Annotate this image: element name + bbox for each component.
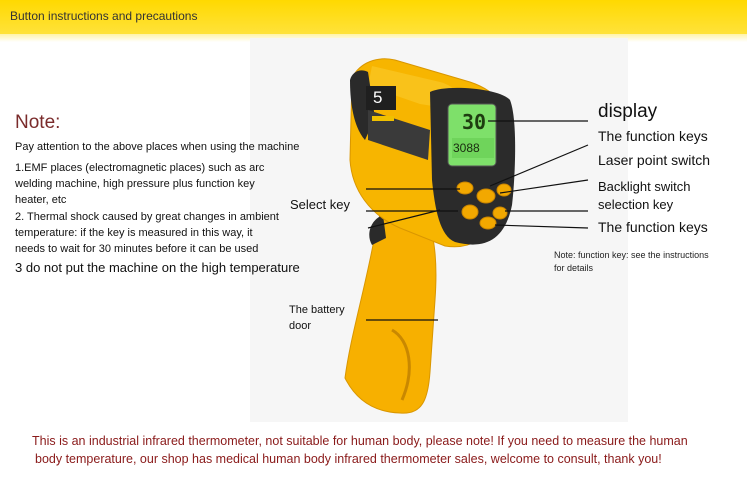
lcd-main-reading: 30 <box>462 110 487 134</box>
label-function-keys-top: The function keys <box>598 128 708 144</box>
function-key-left[interactable] <box>457 182 473 194</box>
side-label-logo <box>372 116 394 121</box>
label-battery-line2: door <box>289 320 312 332</box>
label-select-key: Select key <box>290 197 350 212</box>
label-display: display <box>598 101 658 122</box>
note-item1-line1: 1.EMF places (electromagnetic places) such as arc <box>15 162 265 174</box>
note-item2-line1: 2. Thermal shock caused by great changes in ambient <box>15 211 279 223</box>
side-note <box>554 249 734 275</box>
label-backlight-line2: selection key <box>598 197 674 212</box>
note-item2-line3: needs to wait for 30 minutes before it can be used <box>15 243 259 255</box>
note-item1-line3: heater, etc <box>15 194 67 206</box>
label-laser-point-switch: Laser point switch <box>598 152 711 168</box>
note-heading: Note: <box>15 112 61 133</box>
header-title: Button instructions and precautions <box>10 9 198 23</box>
note-item2-line2: temperature: if the key is measured in this way, it <box>15 227 253 239</box>
laser-key[interactable] <box>477 189 495 203</box>
label-backlight-line1: Backlight switch <box>598 179 691 194</box>
side-note-line2: for details <box>554 263 594 273</box>
callout-function-keys-bottom-b <box>495 225 588 228</box>
sticker-number: 5 <box>373 88 383 107</box>
note-intro: Pay attention to the above places when using the machine <box>15 141 300 153</box>
backlight-key[interactable] <box>497 184 511 196</box>
note-item3: 3 do not put the machine on the high temperature <box>15 260 300 275</box>
select-key[interactable] <box>462 205 478 219</box>
function-key-bottom[interactable] <box>480 217 496 229</box>
lcd-sub-reading: 3088 <box>453 141 480 155</box>
footer-warning <box>32 432 722 468</box>
footer-line2: body temperature, our shop has medical human body infrared thermometer sales, welcome to consult, thank you! <box>35 452 662 466</box>
note-item1-line2: welding machine, high pressure plus function key <box>15 178 255 190</box>
label-battery-line1: The battery <box>289 304 345 316</box>
side-note-line1: Note: function key: see the instructions <box>554 250 709 260</box>
label-function-keys-bottom: The function keys <box>598 219 708 235</box>
function-key-right[interactable] <box>493 207 507 219</box>
footer-line1: This is an industrial infrared thermometer, not suitable for human body, please note! If you need to measure the human <box>32 434 688 448</box>
